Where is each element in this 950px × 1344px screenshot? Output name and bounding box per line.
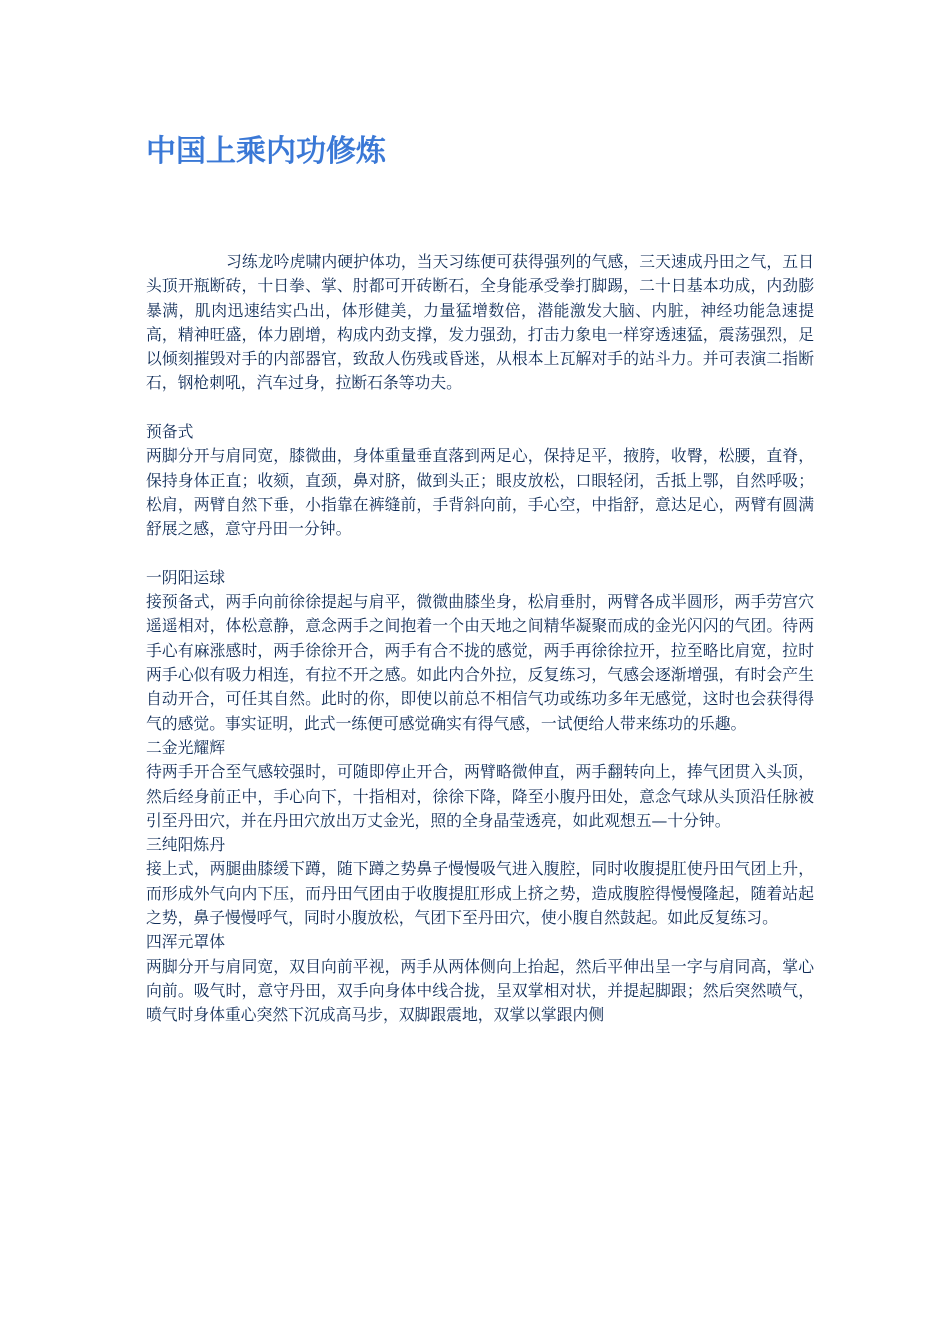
- section-heading-golden-light: 二金光耀辉: [146, 737, 225, 757]
- paragraph-gap: [146, 396, 814, 420]
- document-body: [146, 250, 814, 1028]
- paragraph-gap: [146, 542, 814, 566]
- section-text-golden-light: 待两手开合至气感较强时，可随即停止开合，两臂略微伸直，两手翻转向上，捧气团贯入头顶，然后经身前正中，手心向下，十指相对，徐徐下降，降至小腹丹田处，意念气球从头顶沿任脉被引至丹田穴，并在丹田穴放出万丈金光，照的全身晶莹透亮，如此观想五—十分钟。: [146, 762, 814, 830]
- section-heading-preparation: 预备式: [146, 422, 194, 442]
- section-text-preparation: 两脚分开与肩同宽，膝微曲，身体重量垂直落到两足心，保持足平，掖胯，收臀，松腰，直脊，保持身体正直；收颏，直颈，鼻对脐，做到头正；眼皮放松，口眼轻闭，舌抵上鄂，自然呼吸；松肩，两臂自然下垂，小指靠在裤缝前，手背斜向前，手心空，中指舒，意达足心，两臂有圆满舒展之感，意守丹田一分钟。: [146, 446, 814, 539]
- section-text-yin-yang: 接预备式，两手向前徐徐提起与肩平，微微曲膝坐身，松肩垂肘，两臂各成半圆形，两手劳宫穴遥遥相对，体松意静，意念两手之间抱着一个由天地之间精华凝聚而成的金光闪闪的气团。待两手心有麻涨感时，两手徐徐开合，两手有合不拢的感觉，两手再徐徐拉开，拉至略比肩宽，拉时两手心似有吸力相连，有拉不开之感。如此内合外拉，反复练习，气感会逐渐增强，有时会产生自动开合，可任其自然。此时的你，即使以前总不相信气功或练功多年无感觉，这时也会获得得气的感觉。事实证明，此式一练便可感觉确实有得气感，一试便给人带来练功的乐趣。: [146, 592, 814, 733]
- section-heading-hunyuan: 四浑元罩体: [146, 932, 225, 952]
- section-heading-yin-yang: 一阴阳运球: [146, 567, 225, 587]
- section-heading-pure-yang: 三纯阳炼丹: [146, 835, 225, 855]
- section-text-hunyuan: 两脚分开与肩同宽，双目向前平视，两手从两体侧向上抬起，然后平伸出呈一字与肩同高，掌心向前。吸气时，意守丹田，双手向身体中线合拢，呈双掌相对状，并提起脚跟；然后突然喷气，喷气时身体重心突然下沉成高马步，双脚跟震地，双掌以掌跟内侧: [146, 956, 814, 1025]
- section-text-pure-yang: 接上式，两腿曲膝缓下蹲，随下蹲之势鼻子慢慢吸气进入腹腔，同时收腹提肛使丹田气团上升，而形成外气向内下压，而丹田气团由于收腹提肛形成上挤之势，造成腹腔得慢慢隆起，随着站起之势，鼻子慢慢呼气，同时小腹放松，气团下至丹田穴，使小腹自然鼓起。如此反复练习。: [146, 859, 814, 928]
- document-title: 中国上乘内功修炼: [146, 134, 386, 169]
- intro-paragraph: 习练龙吟虎啸内硬护体功，当天习练便可获得强列的气感，三天速成丹田之气，五日头顶开瓶断砖，十日拳、掌、肘都可开砖断石，全身能承受拳打脚踢，二十日基本功成，内劲膨暴满，肌肉迅速结实凸出，体形健美，力量猛增数倍，潜能激发大脑、内脏，神经功能急速提高，精神旺盛，体力剧增，构成内劲支撑，发力强劲，打击力象电一样穿透速猛，震荡强烈，足以倾刻摧毁对手的内部器官，致敌人伤残或昏迷，从根本上瓦解对手的站斗力。并可表演二指断石，钢枪刺吼，汽车过身，拉断石条等功夫。: [146, 252, 814, 393]
